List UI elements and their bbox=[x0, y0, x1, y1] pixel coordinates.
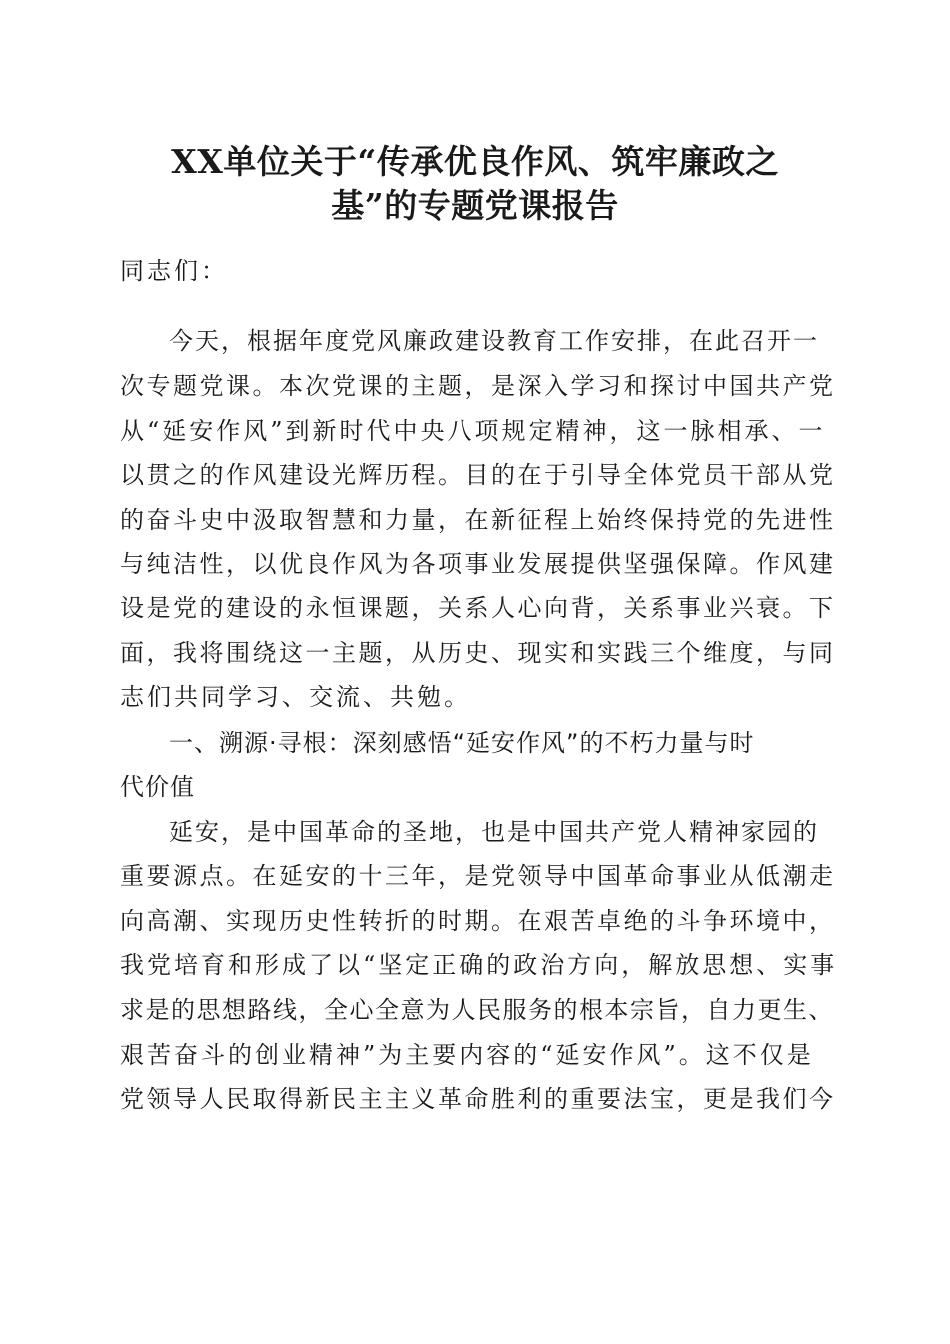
paragraph-2-line: 重要源点。在延安的十三年，是党领导中国革命事业从低潮走 bbox=[120, 862, 836, 890]
paragraph-2-line: 艰苦奋斗的创业精神”为主要内容的“延安作风”。这不仅是 bbox=[120, 1041, 814, 1069]
paragraph-1-line: 志们共同学习、交流、共勉。 bbox=[120, 683, 471, 711]
paragraph-1-line: 设是党的建设的永恒课题，关系人心向背，关系事业兴衰。下 bbox=[120, 594, 836, 622]
paragraph-1-line: 与纯洁性，以优良作风为各项事业发展提供坚强保障。作风建 bbox=[120, 550, 836, 578]
paragraph-2-line: 向高潮、实现历史性转折的时期。在艰苦卓绝的斗争环境中， bbox=[120, 907, 836, 935]
salutation: 同志们： bbox=[120, 257, 228, 285]
paragraph-2-line: 党领导人民取得新民主主义革命胜利的重要法宝，更是我们今 bbox=[120, 1085, 836, 1113]
paragraph-1-line: 面，我将围绕这一主题，从历史、现实和实践三个维度，与同 bbox=[120, 639, 836, 667]
title-line-1: XX单位关于“传承优良作风、筑牢廉政之 bbox=[171, 142, 779, 181]
paragraph-1-line: 从“延安作风”到新时代中央八项规定精神，这一脉相承、一 bbox=[120, 417, 826, 445]
paragraph-1-line: 次专题党课。本次党课的主题，是深入学习和探讨中国共产党 bbox=[120, 372, 836, 400]
paragraph-2-line: 延安，是中国革命的圣地，也是中国共产党人精神家园的 bbox=[169, 818, 819, 846]
paragraph-2-line: 求是的思想路线，全心全意为人民服务的根本宗旨，自力更生、 bbox=[120, 996, 834, 1024]
section-heading-1-line: 代价值 bbox=[120, 773, 195, 801]
paragraph-1-line: 今天，根据年度党风廉政建设教育工作安排，在此召开一 bbox=[169, 327, 819, 355]
section-heading-1-line: 一、溯源·寻根：深刻感悟“延安作风”的不朽力量与时 bbox=[169, 729, 755, 757]
title-line-2: 基”的专题党课报告 bbox=[331, 186, 619, 225]
paragraph-1-line: 以贯之的作风建设光辉历程。目的在于引导全体党员干部从党 bbox=[120, 461, 836, 489]
paragraph-1-line: 的奋斗史中汲取智慧和力量，在新征程上始终保持党的先进性 bbox=[120, 506, 836, 534]
paragraph-2-line: 我党培育和形成了以“坚定正确的政治方向，解放思想、实事 bbox=[120, 951, 838, 979]
